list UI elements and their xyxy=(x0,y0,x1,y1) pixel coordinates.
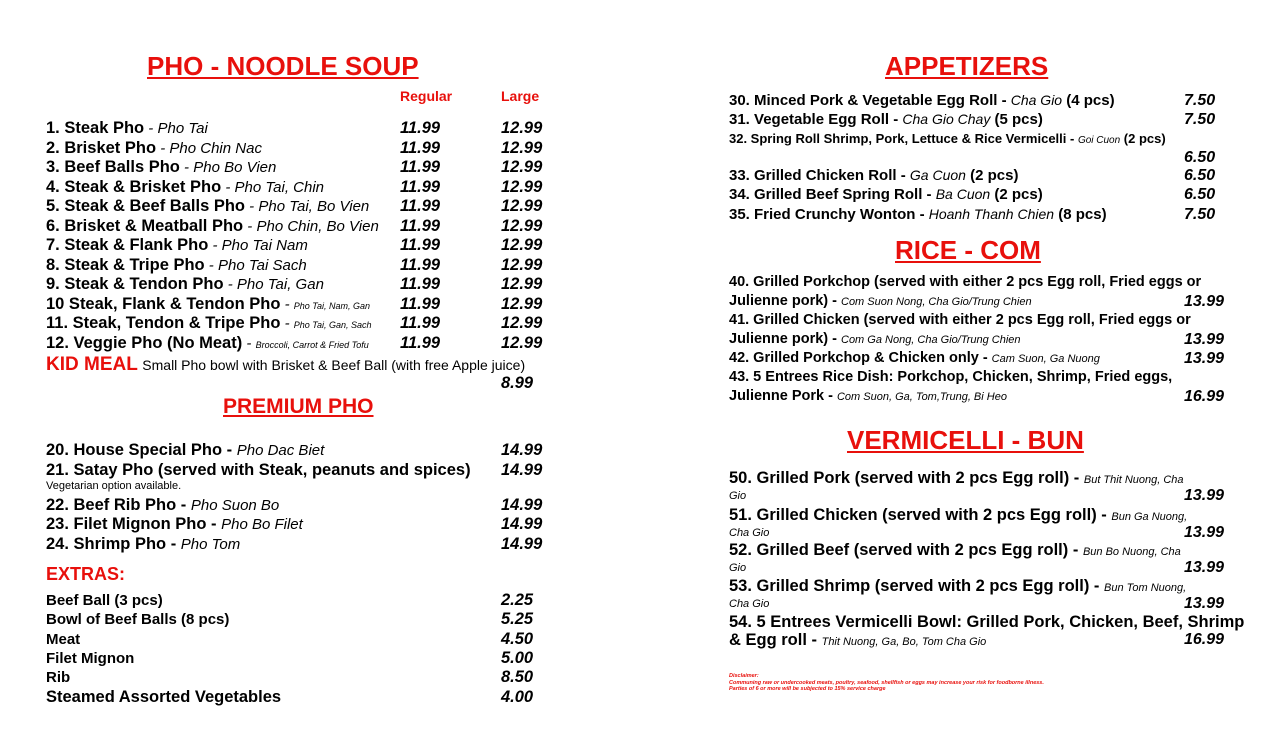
rice-item-price: 13.99 xyxy=(1184,350,1225,367)
pho-item xyxy=(46,235,556,255)
rice-item-name: Julienne Pork - xyxy=(729,388,837,404)
rice-item xyxy=(729,273,1239,311)
pho-item-separator: - xyxy=(208,237,222,254)
vermicelli-item-price: 13.99 xyxy=(1184,595,1225,612)
disclaimer xyxy=(729,673,1044,693)
rice-item-name: Julienne pork) - xyxy=(729,293,841,309)
extra-item xyxy=(46,610,536,629)
appetizer-item-name: 33. Grilled Chicken Roll - xyxy=(729,167,910,184)
appetizer-item-price: 7.50 xyxy=(1184,206,1216,223)
extra-item-name: Bowl of Beef Balls (8 pcs) xyxy=(46,611,230,629)
rice-item-title: 40. Grilled Porkchop (served with either 2 pcs Egg roll, Fried eggs or xyxy=(729,274,1202,290)
premium-item-vietnamese-name: Pho Bo Filet xyxy=(221,516,303,533)
appetizers-section-title: APPETIZERS xyxy=(885,51,1049,81)
pho-item-regular-price: 11.99 xyxy=(400,275,441,293)
vermicelli-item xyxy=(729,613,1259,649)
appetizer-item-name: 35. Fried Crunchy Wonton - xyxy=(729,206,929,223)
pho-item-regular-price: 11.99 xyxy=(400,255,441,274)
appetizer-item-name: 32. Spring Roll Shrimp, Pork, Lettuce & Rice Vermicelli - xyxy=(729,131,1078,146)
vermicelli-item-vietnamese-name-cont: Gio xyxy=(729,562,747,574)
vermicelli-item-name: 52. Grilled Beef (served with 2 pcs Egg roll) - xyxy=(729,541,1083,559)
premium-item-name: 24. Shrimp Pho - xyxy=(46,534,181,553)
appetizer-item xyxy=(729,166,1264,186)
pho-item-separator: - xyxy=(280,315,294,332)
vermicelli-item-line xyxy=(729,541,1259,561)
appetizer-item-pieces: (4 pcs) xyxy=(1062,92,1115,109)
extra-item-name: Rib xyxy=(46,669,71,687)
rice-item xyxy=(729,311,1239,349)
rice-item xyxy=(729,368,1239,406)
pho-item-vietnamese-name: Pho Tai Sach xyxy=(217,256,307,274)
pho-item xyxy=(46,157,556,177)
extra-item-price: 5.00 xyxy=(501,648,534,667)
pho-item-vietnamese-name: Pho Chin Nac xyxy=(169,139,262,157)
vermicelli-item-price: 13.99 xyxy=(1184,487,1225,504)
rice-item-name: Julienne pork) - xyxy=(729,331,841,347)
vermicelli-item-name: 53. Grilled Shrimp (served with 2 pcs Egg roll) - xyxy=(729,577,1105,595)
pho-item-regular-price: 11.99 xyxy=(400,158,441,176)
appetizer-item xyxy=(729,185,1264,205)
pho-item-regular-price: 11.99 xyxy=(400,333,441,352)
premium-item-price: 14.99 xyxy=(501,441,543,459)
premium-item xyxy=(46,534,556,554)
vermicelli-section-title: VERMICELLI - BUN xyxy=(847,425,1084,455)
pho-item-large-price: 12.99 xyxy=(501,333,543,352)
rice-item-line xyxy=(729,330,1239,349)
rice-item-title: 43. 5 Entrees Rice Dish: Porkchop, Chicken, Shrimp, Fried eggs, xyxy=(729,369,1173,385)
pho-item-name: 3. Beef Balls Pho xyxy=(46,158,180,176)
pho-item-name: 5. Steak & Beef Balls Pho xyxy=(46,197,245,215)
kid-meal xyxy=(46,354,525,376)
pho-section-title: PHO - NOODLE SOUP xyxy=(147,51,419,81)
large-column-header: Large xyxy=(501,88,540,104)
premium-item-price: 14.99 xyxy=(501,495,543,514)
appetizer-item-price: 6.50 xyxy=(1184,167,1216,184)
premium-item-name: 21. Satay Pho (served with Steak, peanuts and spices) xyxy=(46,460,471,479)
pho-item-separator: - xyxy=(280,295,294,313)
vermicelli-item-vietnamese-name-cont: Cha Gio xyxy=(729,598,770,610)
rice-item-vietnamese-name: Com Suon, Ga, Tom,Trung, Bi Heo xyxy=(836,391,1007,403)
vermicelli-item-vietnamese-name: Bun Tom Nuong, xyxy=(1104,582,1187,594)
pho-item-regular-price: 11.99 xyxy=(400,216,441,235)
pho-item-separator: - xyxy=(179,159,194,176)
pho-item-large-price: 12.99 xyxy=(501,158,543,176)
vermicelli-item-vietnamese-name: Bun Bo Nuong, Cha xyxy=(1082,546,1181,558)
appetizer-item-vietnamese-name: Goi Cuon xyxy=(1077,135,1121,146)
rice-item xyxy=(729,349,1239,368)
pho-item xyxy=(46,216,556,236)
pho-item-name: 4. Steak & Brisket Pho xyxy=(46,177,222,196)
pho-item-regular-price: 11.99 xyxy=(400,119,441,137)
pho-item xyxy=(46,294,556,314)
pho-item-large-price: 12.99 xyxy=(501,255,543,274)
vermicelli-item-price: 16.99 xyxy=(1184,631,1225,648)
pho-item-regular-price: 11.99 xyxy=(400,177,441,196)
extra-item-price: 8.50 xyxy=(501,668,534,687)
pho-item-vietnamese-name: Pho Tai, Nam, Gan xyxy=(293,300,370,311)
appetizer-item-vietnamese-name: Hoanh Thanh Chien xyxy=(928,206,1055,222)
extra-item-name: Meat xyxy=(46,630,81,648)
pho-item xyxy=(46,313,556,333)
pho-item-vietnamese-name: Pho Tai, Gan, Sach xyxy=(293,320,372,330)
pho-item-regular-price: 11.99 xyxy=(400,197,441,215)
vermicelli-item xyxy=(729,469,1259,507)
vermicelli-item-line xyxy=(729,613,1259,631)
vermicelli-item-line xyxy=(729,577,1259,597)
appetizer-item xyxy=(729,205,1264,225)
pho-item-large-price: 12.99 xyxy=(501,236,543,254)
pho-item-name: 8. Steak & Tripe Pho xyxy=(46,255,205,274)
pho-item-name: 12. Veggie Pho (No Meat) xyxy=(46,333,243,352)
pho-item-separator: - xyxy=(144,120,158,137)
pho-item-regular-price: 11.99 xyxy=(400,138,441,157)
extra-item-name: Beef Ball (3 pcs) xyxy=(46,592,163,609)
rice-item-name: 42. Grilled Porkchop & Chicken only - xyxy=(729,350,992,366)
vermicelli-item-name: 51. Grilled Chicken (served with 2 pcs Egg roll) - xyxy=(729,506,1112,524)
appetizer-item-price: 6.50 xyxy=(1184,149,1216,166)
appetizer-item-vietnamese-name: Cha Gio Chay xyxy=(902,111,991,127)
pho-item-vietnamese-name: Pho Bo Vien xyxy=(193,159,277,176)
rice-item-line xyxy=(729,349,1239,368)
extras-title: EXTRAS: xyxy=(46,564,126,584)
pho-item-name: 7. Steak & Flank Pho xyxy=(46,236,209,254)
pho-item-vietnamese-name: Pho Tai xyxy=(157,120,208,137)
appetizer-item-price: 7.50 xyxy=(1184,111,1216,128)
extra-item-price: 4.50 xyxy=(501,629,534,648)
pho-item xyxy=(46,196,556,216)
vermicelli-item-vietnamese-name-cont: Gio xyxy=(729,490,747,502)
premium-section-title: PREMIUM PHO xyxy=(223,395,374,418)
pho-item xyxy=(46,274,556,294)
kid-meal-price: 8.99 xyxy=(501,374,534,392)
appetizer-item-price: 7.50 xyxy=(1184,92,1216,109)
appetizer-item-name: 30. Minced Pork & Vegetable Egg Roll - xyxy=(729,92,1011,109)
pho-item-vietnamese-name: Broccoli, Carrot & Fried Tofu xyxy=(255,339,369,350)
vermicelli-item-vietnamese-name: Bun Ga Nuong, xyxy=(1111,511,1188,523)
premium-item xyxy=(46,460,556,480)
premium-item-vietnamese-name: Pho Suon Bo xyxy=(190,496,280,514)
pho-item-name: 1. Steak Pho xyxy=(46,119,145,137)
premium-item-note: Vegetarian option available. xyxy=(46,479,182,492)
appetizer-item-vietnamese-name: Ba Cuon xyxy=(935,186,991,202)
vermicelli-item-name: 54. 5 Entrees Vermicelli Bowl: Grilled Pork, Chicken, Beef, Shrimp xyxy=(729,613,1245,631)
pho-item-regular-price: 11.99 xyxy=(400,294,441,313)
pho-item-name: 9. Steak & Tendon Pho xyxy=(46,275,224,293)
pho-item-separator: - xyxy=(243,217,257,235)
pho-item-large-price: 12.99 xyxy=(501,275,543,293)
pho-item-name: 2. Brisket Pho xyxy=(46,138,157,157)
pho-item xyxy=(46,255,556,275)
extra-item xyxy=(46,668,536,687)
vermicelli-item xyxy=(729,541,1259,579)
pho-item-separator: - xyxy=(221,178,235,196)
appetizer-item xyxy=(729,110,1264,130)
pho-item-separator: - xyxy=(245,198,259,215)
extra-item-price: 5.25 xyxy=(501,610,534,629)
vermicelli-item-name: 50. Grilled Pork (served with 2 pcs Egg roll) - xyxy=(729,469,1084,487)
pho-item-vietnamese-name: Pho Tai Nam xyxy=(221,237,308,254)
pho-item xyxy=(46,333,556,353)
premium-item-name: 23. Filet Mignon Pho - xyxy=(46,515,222,533)
premium-item-name: 20. House Special Pho - xyxy=(46,441,237,459)
vermicelli-item-line-2 xyxy=(729,489,1259,507)
appetizer-item-pieces: (2 pcs) xyxy=(990,186,1043,203)
pho-item-vietnamese-name: Pho Chin, Bo Vien xyxy=(256,217,379,235)
vermicelli-item-vietnamese-name-cont: Thit Nuong, Ga, Bo, Tom Cha Gio xyxy=(821,636,987,648)
extra-item xyxy=(46,688,536,707)
premium-item-price: 14.99 xyxy=(501,534,543,553)
pho-item xyxy=(46,177,556,197)
premium-item-price: 14.99 xyxy=(501,460,543,479)
rice-item-title: 41. Grilled Chicken (served with either 2 pcs Egg roll, Fried eggs or xyxy=(729,312,1191,328)
appetizer-item-name: 34. Grilled Beef Spring Roll - xyxy=(729,186,936,203)
kid-meal-label: KID MEAL xyxy=(46,354,138,375)
vermicelli-item-vietnamese-name: But Thit Nuong, Cha xyxy=(1083,474,1184,486)
pho-item-vietnamese-name: Pho Tai, Bo Vien xyxy=(258,198,370,215)
extra-item xyxy=(46,591,536,610)
premium-item xyxy=(46,495,556,515)
pho-item-large-price: 12.99 xyxy=(501,119,543,137)
extra-item-price: 2.25 xyxy=(501,591,534,609)
pho-item-separator: - xyxy=(242,334,256,352)
appetizer-item-pieces: (2 pcs) xyxy=(965,167,1019,184)
pho-item-large-price: 12.99 xyxy=(501,216,543,235)
rice-item-vietnamese-name: Com Suon Nong, Cha Gio/Trung Chien xyxy=(841,296,1032,308)
premium-item xyxy=(46,440,556,460)
appetizer-item-vietnamese-name: Ga Cuon xyxy=(909,167,966,183)
pho-item-name: 11. Steak, Tendon & Tripe Pho xyxy=(46,314,281,332)
pho-item-vietnamese-name: Pho Tai, Chin xyxy=(234,178,325,196)
pho-item-large-price: 12.99 xyxy=(501,314,543,332)
pho-item-name: 10 Steak, Flank & Tendon Pho xyxy=(46,294,281,313)
rice-item-price: 13.99 xyxy=(1184,331,1225,348)
pho-item-regular-price: 11.99 xyxy=(400,236,441,254)
vermicelli-item-price: 13.99 xyxy=(1184,524,1225,541)
extra-item-name: Steamed Assorted Vegetables xyxy=(46,687,282,706)
vermicelli-item-line xyxy=(729,506,1259,526)
regular-column-header: Regular xyxy=(400,88,453,104)
premium-item-price: 14.99 xyxy=(501,515,543,533)
extra-item xyxy=(46,630,536,649)
kid-meal-description: Small Pho bowl with Brisket & Beef Ball (with free Apple juice) xyxy=(142,357,526,373)
rice-item-vietnamese-name: Com Ga Nong, Cha Gio/Trung Chien xyxy=(841,334,1021,346)
pho-item-separator: - xyxy=(156,139,170,157)
extra-item xyxy=(46,649,536,668)
appetizer-item-pieces: (5 pcs) xyxy=(990,111,1043,128)
premium-item-name: 22. Beef Rib Pho - xyxy=(46,495,191,514)
rice-item-price: 13.99 xyxy=(1184,293,1225,310)
appetizer-item-pieces: (8 pcs) xyxy=(1054,206,1107,223)
vermicelli-item-price: 13.99 xyxy=(1184,559,1225,576)
disclaimer-label: Disclaimer: xyxy=(729,673,759,679)
vermicelli-item xyxy=(729,506,1259,544)
pho-item-regular-price: 11.99 xyxy=(400,314,441,332)
vermicelli-item xyxy=(729,577,1259,615)
pho-item-separator: - xyxy=(204,256,218,274)
vermicelli-item-name-cont: & Egg roll - xyxy=(729,631,822,649)
appetizer-item-pieces: (2 pcs) xyxy=(1120,131,1166,146)
disclaimer-line-2: Parties of 6 or more will be subjected to 15% service charge xyxy=(729,686,886,692)
appetizer-item xyxy=(729,91,1264,111)
disclaimer-line-1: Communing raw or undercooked meats, poultry, seafood, shellfish or eggs may increase your risk for foodborne illness. xyxy=(729,679,1044,686)
pho-item xyxy=(46,138,556,158)
extra-item-name: Filet Mignon xyxy=(46,649,135,667)
pho-item-separator: - xyxy=(223,276,237,293)
rice-item-price: 16.99 xyxy=(1184,388,1225,405)
vermicelli-item-vietnamese-name-cont: Cha Gio xyxy=(729,527,770,539)
pho-item-vietnamese-name: Pho Tai, Gan xyxy=(236,276,324,293)
premium-item-vietnamese-name: Pho Dac Biet xyxy=(236,442,325,459)
rice-item-line xyxy=(729,292,1239,311)
rice-item-vietnamese-name: Cam Suon, Ga Nuong xyxy=(991,353,1100,365)
premium-item xyxy=(46,514,556,534)
rice-item-line xyxy=(729,387,1239,406)
appetizer-item-vietnamese-name: Cha Gio xyxy=(1010,92,1063,108)
vermicelli-item-line xyxy=(729,469,1259,489)
pho-item-large-price: 12.99 xyxy=(501,138,543,157)
pho-item xyxy=(46,118,556,138)
pho-item-name: 6. Brisket & Meatball Pho xyxy=(46,216,244,235)
premium-item-vietnamese-name: Pho Tom xyxy=(180,535,241,553)
appetizer-item-price: 6.50 xyxy=(1184,186,1216,203)
extra-item-price: 4.00 xyxy=(501,687,534,706)
pho-item-large-price: 12.99 xyxy=(501,197,543,215)
appetizer-item-name: 31. Vegetable Egg Roll - xyxy=(729,111,903,128)
pho-item-large-price: 12.99 xyxy=(501,294,543,313)
vermicelli-item-line-2 xyxy=(729,631,1259,649)
rice-section-title: RICE - COM xyxy=(895,235,1041,265)
appetizer-item xyxy=(729,129,1264,166)
pho-item-large-price: 12.99 xyxy=(501,177,543,196)
